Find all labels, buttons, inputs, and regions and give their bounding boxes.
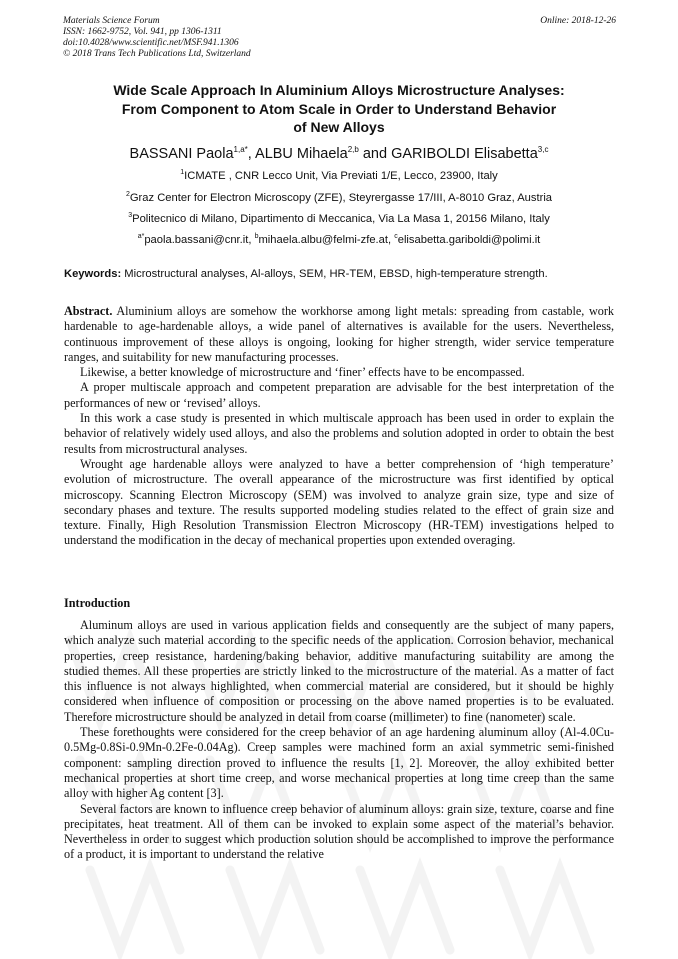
- keywords-label: Keywords:: [64, 268, 122, 280]
- aff-1-sup: 1: [180, 169, 185, 176]
- affiliation-3: [20, 213, 658, 225]
- author-list: [20, 146, 658, 162]
- issn: ISSN: 1662-9752, Vol. 941, pp 1306-1311: [63, 27, 222, 37]
- intro-paragraph-1: Aluminum alloys are used in various application fields and consequently are the subject of many papers, which analyze such material according to the specific needs of the application. Corrosion behavior, mechanical properties, creep resistance, hardening/baking behavior, additive manufacturing suitability are among the studied themes. All these properties are strictly linked to the microstructure of the material. As a matter of fact this influence is not always highlighted, when commercial material are considered, but it should be highly considered when influence of composition or processing on the above named properties is to be evaluated. Therefore microstructure should be analyzed in detail from coarse (millimeter) to fine (nanometer) scale.: [64, 618, 614, 724]
- abstract-paragraph-3: A proper multiscale approach and competent preparation are advisable for the best interpretation of the performances of new or ‘revised’ alloys.: [64, 380, 614, 410]
- abstract-paragraph-1: [64, 304, 614, 365]
- title-line-3: of New Alloys: [293, 119, 385, 135]
- title-line-2: From Component to Atom Scale in Order to Understand Behavior: [121, 100, 557, 117]
- paper-title: [60, 81, 618, 137]
- author-2: , ALBU Mihaela: [247, 146, 348, 162]
- intro-paragraph-3: Several factors are known to influence creep behavior of aluminum alloys: grain size, texture, coarse and fine precipitates, heat treatment. All of them can be invoked to explain some aspect of the material’s behavior. Nevertheless in order to suggest which production solution should be accomplished to improve the performance of a product, it is important to understand the relative: [64, 801, 615, 862]
- email-b-sup: b: [254, 233, 259, 240]
- email-b[interactable]: mihaela.albu@felmi-zfe.at,: [258, 234, 395, 246]
- keywords: [64, 268, 624, 280]
- aff-2-text: Graz Center for Electron Microscopy (ZFE), Steyrergasse 17/III, A-8010 Graz, Austria: [129, 192, 553, 204]
- title-line-1: Wide Scale Approach In Aluminium Alloys Microstructure Analyses:: [113, 82, 565, 98]
- affiliation-2: [20, 192, 658, 204]
- abstract-paragraph-5: Wrought age hardenable alloys were analyzed to have a better comprehension of ‘high temperature’ evolution of microstructure. The overall appearance of the microstructure was first identified by optical microscopy. Scanning Electron Microscopy (SEM) was involved to analyze grain size, type and size of secondary phases and texture. The results supported modeling studies related to the effect of grain size and texture. Finally, High Resolution Transmission Electron Microscopy (HR-TEM) investigations helped to understand the modification in the decay of mechanical properties upon extended overaging.: [64, 456, 614, 548]
- introduction-section: [64, 618, 614, 863]
- aff-1-text: ICMATE , CNR Lecco Unit, Via Previati 1/E, Lecco, 23900, Italy: [184, 170, 498, 182]
- abstract-section: [64, 304, 614, 549]
- keywords-text: Microstructural analyses, Al-alloys, SEM, HR-TEM, EBSD, high-temperature strength.: [121, 268, 548, 280]
- email-line: [20, 234, 658, 246]
- email-a-sup: a*: [137, 233, 145, 240]
- affiliation-1: [20, 170, 658, 182]
- email-c[interactable]: elisabetta.gariboldi@polimi.it: [397, 234, 541, 246]
- abstract-paragraph-4: In this work a case study is presented in which multiscale approach has been used in order to explain the behavior of relatively widely used alloys, and also the problems and solution adopted in order to obtain the best results from microstructural analyses.: [64, 411, 614, 456]
- intro-paragraph-2: These forethoughts were considered for the creep behavior of an age hardening aluminum alloy (Al-4.0Cu-0.5Mg-0.8Si-0.9Mn-0.2Fe-0.04Ag). Creep samples were machined form an axial symmetric semi-finished component: sampling direction proved to influence the results [1, 2]. Moreover, the alloy exhibited better mechanical properties at short time creep, and worse mechanical properties at long time creep than the same alloy with higher Ag content [3].: [64, 725, 614, 801]
- author-2-sup: 2,b: [347, 145, 359, 154]
- email-c-sup: c: [394, 233, 398, 240]
- aff-3-text: Politecnico di Milano, Dipartimento di Meccanica, Via La Masa 1, 20156 Milano, Italy: [132, 213, 550, 225]
- journal-header: [63, 16, 251, 60]
- aff-2-sup: 2: [125, 191, 130, 198]
- author-1-sup: 1,a*: [233, 145, 248, 154]
- online-date: Online: 2018-12-26: [540, 16, 616, 26]
- author-3: and GARIBOLDI Elisabetta: [358, 146, 538, 162]
- author-3-sup: 3,c: [537, 145, 549, 154]
- abstract-paragraph-2: Likewise, a better knowledge of microstructure and ‘finer’ effects have to be encompassed.: [80, 365, 525, 380]
- introduction-heading: Introduction: [64, 596, 131, 610]
- abstract-p1-text: Aluminium alloys are somehow the workhorse among light metals: spreading from castable, work hardenable to age-hardenable alloys, a wide panel of alternatives is available for the users. Nevertheless, continuous improvement of these alloys is ongoing, looking for higher strength, wider service temperature ranges, and suitability for new manufacturing processes.: [64, 304, 614, 364]
- abstract-label: Abstract.: [64, 304, 113, 318]
- author-1: BASSANI Paola: [129, 146, 234, 162]
- copyright: © 2018 Trans Tech Publications Ltd, Switzerland: [63, 49, 251, 59]
- journal-name: Materials Science Forum: [63, 16, 160, 26]
- email-a[interactable]: paola.bassani@cnr.it,: [144, 234, 255, 246]
- doi: doi:10.4028/www.scientific.net/MSF.941.1306: [63, 38, 239, 48]
- aff-3-sup: 3: [128, 212, 133, 219]
